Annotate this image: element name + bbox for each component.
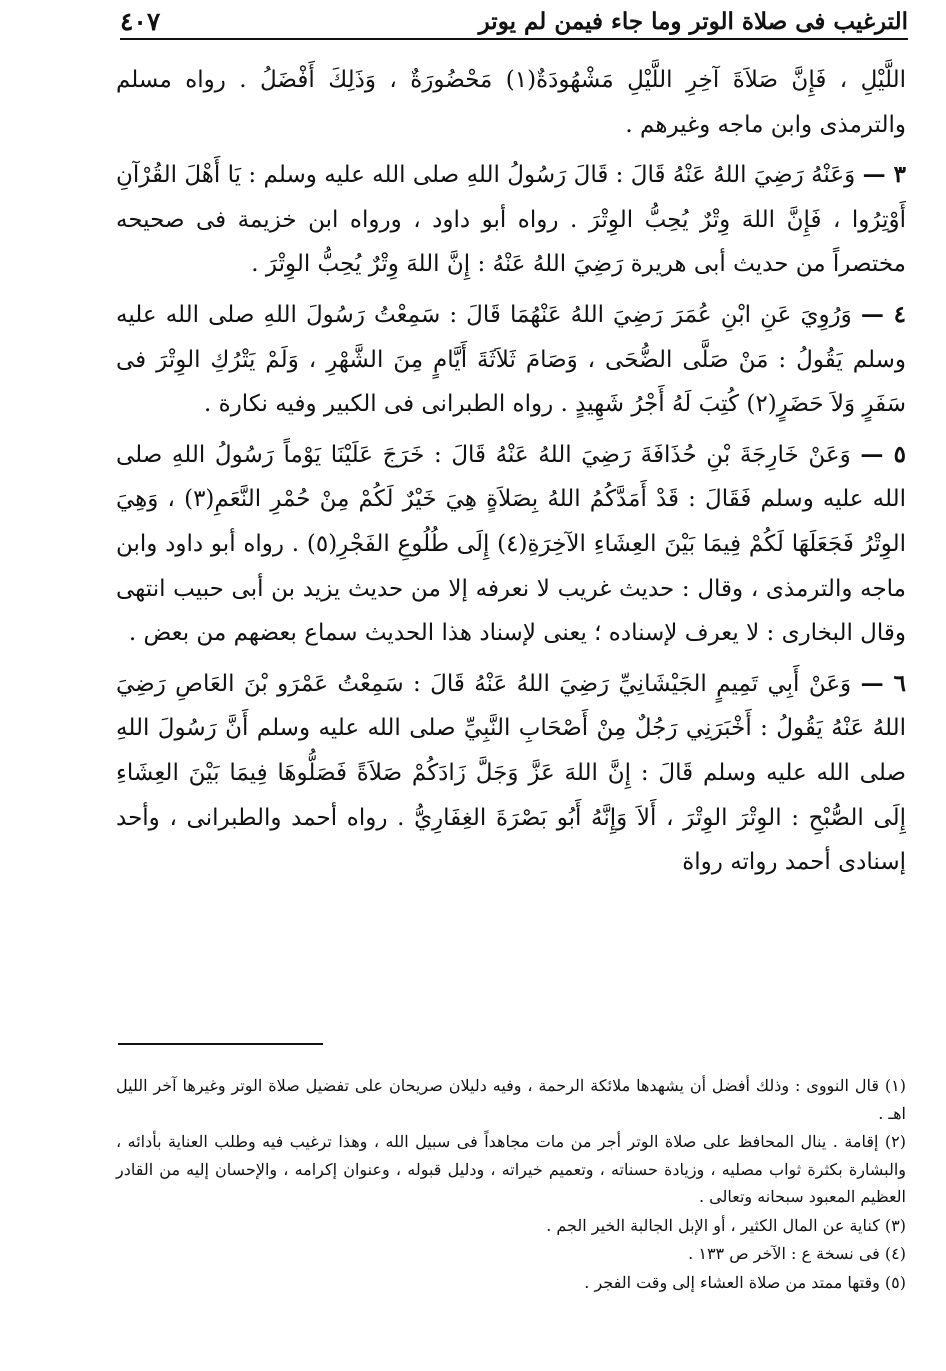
hadith-text: وَرُوِيَ عَنِ ابْنِ عُمَرَ رَضِيَ اللهُ عَنْهُمَا قَالَ : سَمِعْتُ رَسُولَ اللهِ صلى الله عليه وسلم يَقُولُ : مَنْ صَلَّى الضُّحَى ، وَصَامَ ثَلاَثَةَ أَيَّامٍ مِنَ الشَّهْرِ ، وَلَمْ يَتْرُكِ الوِتْرَ فى سَفَرٍ وَلاَ حَضَرٍ(٢) كُتِبَ لَهُ أَجْرُ شَهِيدٍ . رواه الطبرانى فى الكبير وفيه نكارة . [116, 301, 906, 418]
hadith-paragraph-4 [116, 293, 906, 427]
running-title: الترغيب فى صلاة الوتر وما جاء فيمن لم يوتر [478, 7, 908, 35]
hadith-number: ٤ — [860, 300, 906, 328]
footnote-1: (١) قال النووى : وذلك أفضل أن يشهدها ملائكة الرحمة ، وفيه دليلان صريحان على تفضيل صلاة الوتر وغيرها آخر الليل اهـ . [116, 1076, 906, 1123]
hadith-number: ٦ — [860, 669, 906, 697]
hadith-text: وَعَنْ خَارِجَةَ بْنِ حُذَافَةَ رَضِيَ اللهُ عَنْهُ قَالَ : خَرَجَ عَلَيْنَا يَوْماً رَسُولُ اللهِ صلى الله عليه وسلم فَقَالَ : قَدْ أَمَدَّكُمُ اللهُ بِصَلاَةٍ هِيَ خَيْرٌ لَكُمْ مِنْ حُمْرِ النَّعَمِ(٣) ، وَهِيَ الوِتْرُ فَجَعَلَهَا لَكُمْ فِيمَا بَيْنَ العِشَاءِ الآخِرَةِ(٤) إِلَى طُلُوعِ الفَجْرِ(٥) . رواه أبو داود وابن ماجه والترمذى ، وقال : حديث غريب لا نعرفه إلا من حديث يزيد بن أبى حبيب انتهى وقال البخارى : لا يعرف لإسناده ؛ يعنى لإسناد هذا الحديث سماع بعضهم من بعض . [116, 441, 907, 647]
hadith-text: وَعَنْ أَبِي تَمِيمٍ الجَيْشَانِيِّ رَضِيَ اللهُ عَنْهُ قَالَ : سَمِعْتُ عَمْرَو بْنَ العَاصِ رَضِيَ اللهُ عَنْهُ يَقُولُ : أَخْبَرَنِي رَجُلٌ مِنْ أَصْحَابِ النَّبِيِّ صلى الله عليه وسلم أَنَّ رَسُولَ اللهِ صلى الله عليه وسلم قَالَ : إِنَّ اللهَ عَزَّ وَجَلَّ زَادَكُمْ صَلاَةً فَصَلُّوهَا فِيمَا بَيْنَ العِشَاءِ إِلَى الصُّبْحِ : الوِتْرَ الوِتْرَ ، أَلاَ وَإِنَّهُ أَبُو بَصْرَةَ الغِفَارِيُّ . رواه أحمد والطبرانى ، وأحد إسنادى أحمد رواته رواة [116, 670, 906, 876]
page-number: ٤٠٧ [120, 6, 161, 36]
hadith-paragraph-3 [116, 153, 906, 287]
footnote-4: (٤) فى نسخة ع : الآخر ص ١٣٣ . [688, 1244, 906, 1263]
footnotes [116, 1072, 906, 1296]
footnote-3: (٣) كناية عن المال الكثير ، أو الإبل الجالبة الخير الجم . [546, 1215, 906, 1235]
footnote-2: (٢) إقامة . ينال المحافظ على صلاة الوتر أجر من مات مجاهداً فى سبيل الله ، وهذا ترغيب فيه وطلب العناية بأدائه ، والبشارة بكثرة ثواب مصليه ، وزيادة حسناته ، وتعميم خيراته ، ودليل قبوله ، وعنوان إكرامه ، والإحسان إليه من القادر العظيم المعبود سبحانه وتعالى . [116, 1132, 906, 1206]
hadith-number: ٣ — [862, 161, 906, 189]
hadith-text: وَعَنْهُ رَضِيَ اللهُ عَنْهُ قَالَ : قَالَ رَسُولُ اللهِ صلى الله عليه وسلم : يَا أَهْلَ القُرْآنِ أَوْتِرُوا ، فَإِنَّ اللهَ وِتْرٌ يُحِبُّ الوِتْرَ . رواه أبو داود ، ورواه ابن خزيمة فى صحيحه مختصراً من حديث أبى هريرة رَضِيَ اللهُ عَنْهُ : إِنَّ اللهَ وِتْرٌ يُحِبُّ الوِتْرَ . [116, 162, 906, 278]
continuation-paragraph: اللَّيْلِ ، فَإِنَّ صَلاَةَ آخِرِ اللَّيْلِ مَشْهُودَةٌ(١) مَحْضُورَةٌ ، وَذَلِكَ أَفْضَلُ . رواه مسلم والترمذى وابن ماجه وغيرهم . [116, 67, 906, 138]
main-text [116, 58, 906, 885]
footnote-divider [118, 1043, 323, 1045]
footnote-5: (٥) وقتها ممتد من صلاة العشاء إلى وقت الفجر . [584, 1272, 906, 1292]
hadith-paragraph-5 [116, 433, 906, 656]
hadith-paragraph-6 [116, 662, 906, 885]
page-header [120, 4, 908, 40]
hadith-number: ٥ — [860, 440, 906, 468]
